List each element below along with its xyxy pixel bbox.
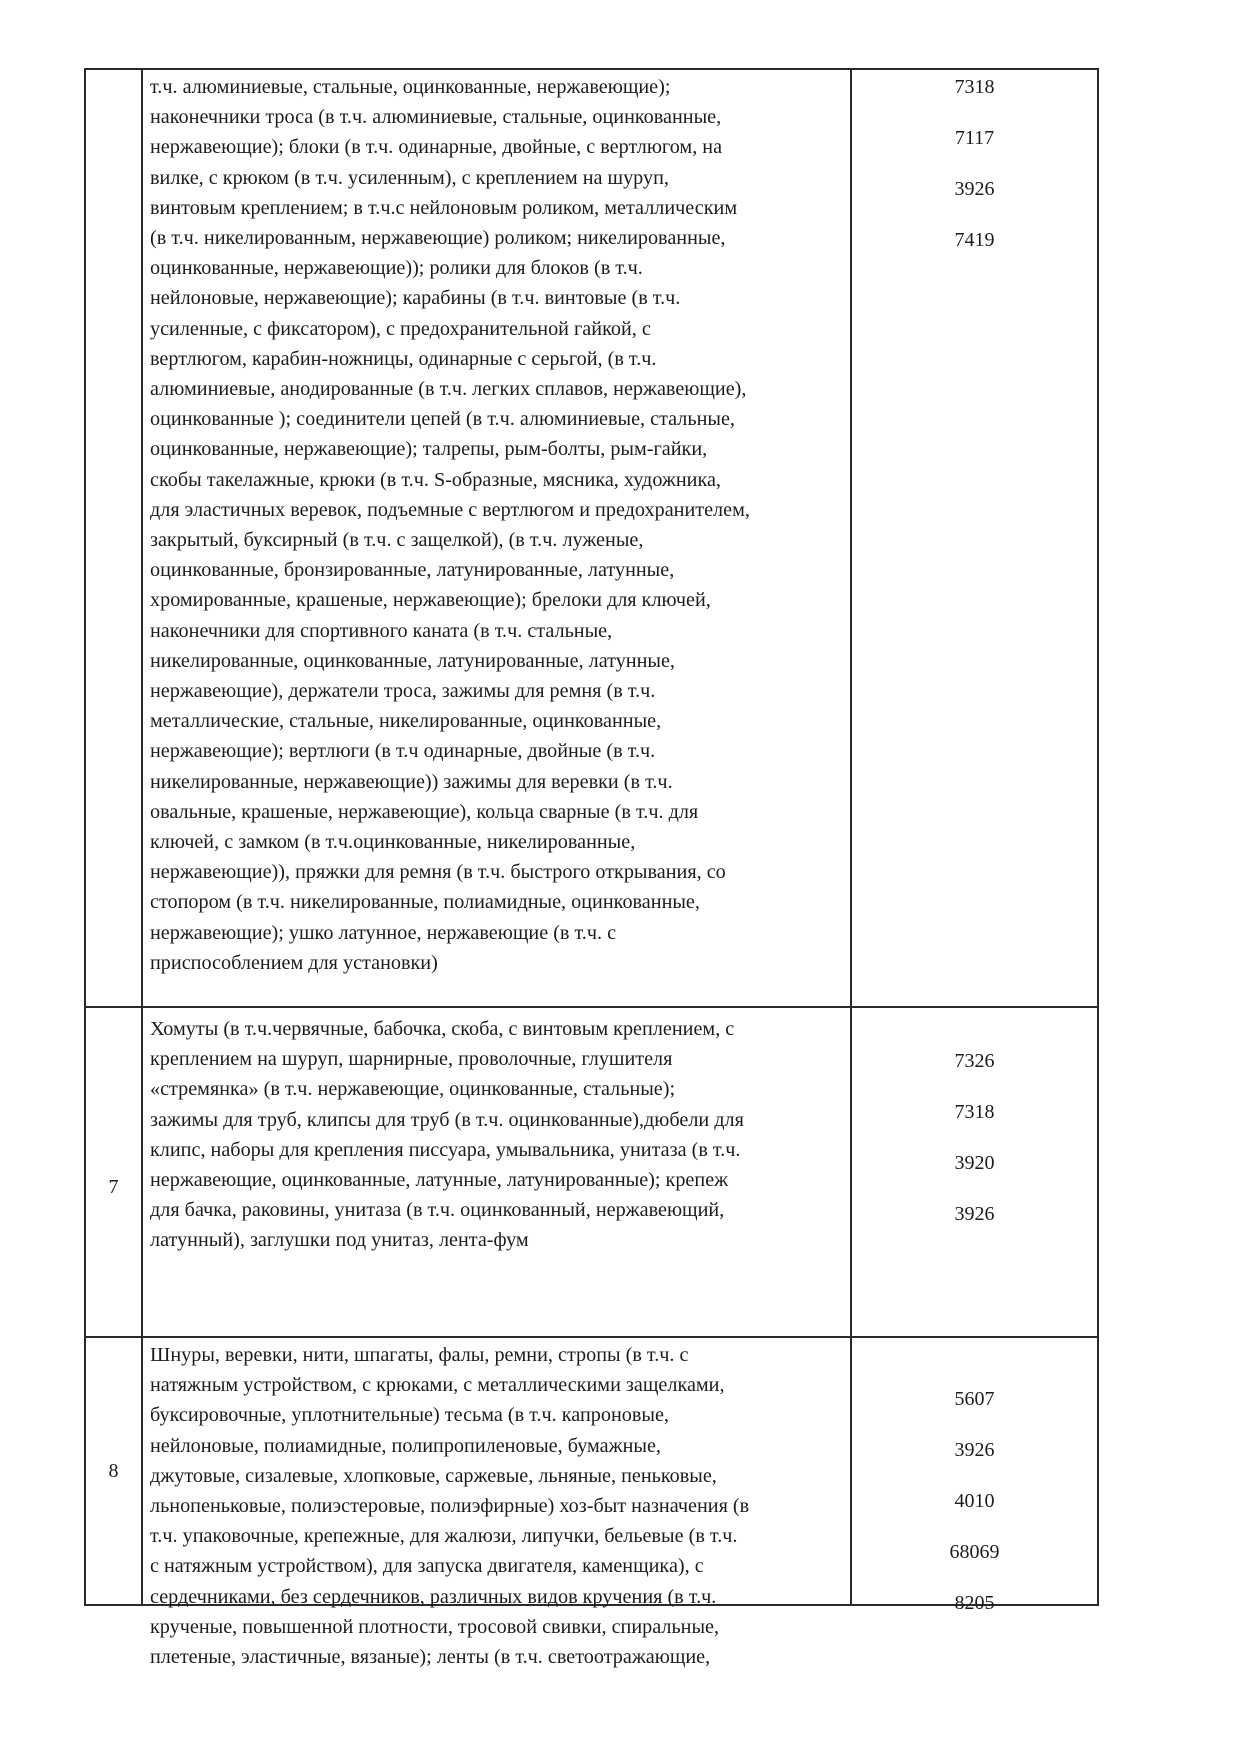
- description-line: алюминиевые, анодированные (в т.ч. легких сплавов, нержавеющие),: [150, 378, 747, 401]
- description-line: хромированные, крашеные, нержавеющие); брелоки для ключей,: [150, 589, 711, 612]
- row-description: [150, 1340, 845, 1672]
- description-line: нержавеющие); блоки (в т.ч. одинарные, двойные, с вертлюгом, на: [150, 136, 723, 159]
- table-row: [86, 1336, 1097, 1669]
- description-line: креплением на шуруп, шарнирные, проволочные, глушителя: [150, 1048, 673, 1071]
- description-line: нейлоновые, полиамидные, полипропиленовые, бумажные,: [150, 1434, 661, 1457]
- description-line: нержавеющие, оцинкованные, латунные, латунированные); крепеж: [150, 1169, 729, 1192]
- description-line: вилке, с крюком (в т.ч. усиленным), с креплением на шуруп,: [150, 166, 669, 189]
- row-codes: [852, 1046, 1097, 1250]
- description-line: оцинкованные, бронзированные, латунированные, латунные,: [150, 559, 675, 582]
- description-line: овальные, крашеные, нержавеющие), кольца сварные (в т.ч. для: [150, 800, 699, 823]
- description-line: натяжным устройством, с крюками, с металлическими защелками,: [150, 1374, 725, 1397]
- hs-code: 3926: [954, 178, 995, 200]
- description-line: оцинкованные ); соединители цепей (в т.ч. алюминиевые, стальные,: [150, 408, 735, 431]
- description-line: закрытый, буксирный (в т.ч. с защелкой), (в т.ч. луженые,: [150, 529, 644, 552]
- table-row: [86, 70, 1097, 1006]
- hs-code: 7326: [954, 1050, 995, 1072]
- hs-code: 4010: [954, 1490, 995, 1512]
- description-line: винтовым креплением; в т.ч.с нейлоновым роликом, металлическим: [150, 196, 738, 219]
- description-line: с натяжным устройством), для запуска двигателя, каменщика), с: [150, 1555, 704, 1578]
- description-line: для бачка, раковины, унитаза (в т.ч. оцинкованный, нержавеющий,: [150, 1199, 725, 1222]
- description-line: для эластичных веревок, подъемные с вертлюгом и предохранителем,: [150, 498, 750, 521]
- description-line: приспособлением для установки): [150, 951, 438, 974]
- description-line: оцинкованные, нержавеющие)); ролики для блоков (в т.ч.: [150, 257, 643, 280]
- hs-code: 3926: [954, 1203, 995, 1225]
- description-line: нержавеющие)), пряжки для ремня (в т.ч. быстрого открывания, со: [150, 861, 726, 884]
- description-line: льнопеньковые, полиэстеровые, полиэфирные) хоз-быт назначения (в: [150, 1495, 750, 1518]
- description-line: сердечниками, без сердечников, различных видов кручения (в т.ч.: [150, 1585, 717, 1608]
- description-line: оцинкованные, нержавеющие); талрепы, рым-болты, рым-гайки,: [150, 438, 708, 461]
- row-codes: [852, 1384, 1097, 1639]
- hs-code: 3926: [954, 1439, 995, 1461]
- description-line: буксировочные, уплотнительные) тесьма (в т.ч. капроновые,: [150, 1404, 669, 1427]
- description-line: вертлюгом, карабин-ножницы, одинарные с серьгой, (в т.ч.: [150, 347, 657, 370]
- description-line: наконечники для спортивного каната (в т.ч. стальные,: [150, 619, 613, 642]
- hs-code: 7318: [954, 76, 995, 98]
- description-line: «стремянка» (в т.ч. нержавеющие, оцинкованные, стальные);: [150, 1078, 676, 1101]
- column-divider: [141, 70, 143, 1006]
- column-divider: [141, 1338, 143, 1606]
- description-line: нержавеющие); вертлюги (в т.ч одинарные, двойные (в т.ч.: [150, 740, 656, 763]
- row-number: 7: [108, 1176, 119, 1198]
- description-line: нержавеющие); ушко латунное, нержавеющие (в т.ч. с: [150, 921, 617, 944]
- description-line: (в т.ч. никелированным, нержавеющие) роликом; никелированные,: [150, 227, 726, 250]
- description-line: скобы такелажные, крюки (в т.ч. S-образные, мясника, художника,: [150, 468, 721, 491]
- description-line: никелированные, оцинкованные, латунированные, латунные,: [150, 649, 675, 672]
- description-line: металлические, стальные, никелированные, оцинкованные,: [150, 710, 662, 733]
- hs-code: 3920: [954, 1152, 995, 1174]
- table-row: [86, 1006, 1097, 1336]
- description-line: нейлоновые, нержавеющие); карабины (в т.ч. винтовые (в т.ч.: [150, 287, 681, 310]
- description-line: плетеные, эластичные, вязаные); ленты (в т.ч. светоотражающие,: [150, 1646, 711, 1669]
- row-description: [150, 1014, 845, 1256]
- description-line: латунный), заглушки под унитаз, лента-фум: [150, 1229, 529, 1252]
- hs-code: 7117: [954, 127, 995, 149]
- hs-code: 7419: [954, 229, 995, 251]
- description-line: т.ч. упаковочные, крепежные, для жалюзи, липучки, бельевые (в т.ч.: [150, 1525, 738, 1548]
- description-line: наконечники троса (в т.ч. алюминиевые, стальные, оцинкованные,: [150, 106, 722, 129]
- row-codes: [852, 72, 1097, 276]
- description-line: никелированные, нержавеющие)) зажимы для веревки (в т.ч.: [150, 770, 673, 793]
- description-line: Хомуты (в т.ч.червячные, бабочка, скоба, с винтовым креплением, с: [150, 1018, 735, 1040]
- row-number: 8: [108, 1460, 119, 1482]
- description-line: клипс, наборы для крепления писсуара, умывальника, унитаза (в т.ч.: [150, 1138, 741, 1161]
- hs-code: 68069: [949, 1541, 1000, 1563]
- row-description: [150, 72, 845, 978]
- hs-code: 5607: [954, 1388, 995, 1410]
- description-line: зажимы для труб, клипсы для труб (в т.ч. оцинкованные),дюбели для: [150, 1108, 744, 1131]
- description-line: крученые, повышенной плотности, тросовой свивки, спиральные,: [150, 1615, 720, 1638]
- description-line: стопором (в т.ч. никелированные, полиамидные, оцинкованные,: [150, 891, 700, 914]
- goods-table: [84, 68, 1099, 1669]
- description-line: нержавеющие), держатели троса, зажимы для ремня (в т.ч.: [150, 680, 656, 703]
- description-line: ключей, с замком (в т.ч.оцинкованные, никелированные,: [150, 831, 636, 854]
- description-line: усиленные, с фиксатором), с предохранительной гайкой, с: [150, 317, 651, 340]
- hs-code: 8205: [954, 1592, 995, 1614]
- description-line: джутовые, сизалевые, хлопковые, саржевые, льняные, пеньковые,: [150, 1464, 717, 1487]
- column-divider: [141, 1008, 143, 1336]
- description-line: т.ч. алюминиевые, стальные, оцинкованные, нержавеющие);: [150, 76, 671, 98]
- hs-code: 7318: [954, 1101, 995, 1123]
- description-line: Шнуры, веревки, нити, шпагаты, фалы, ремни, стропы (в т.ч. с: [150, 1344, 689, 1366]
